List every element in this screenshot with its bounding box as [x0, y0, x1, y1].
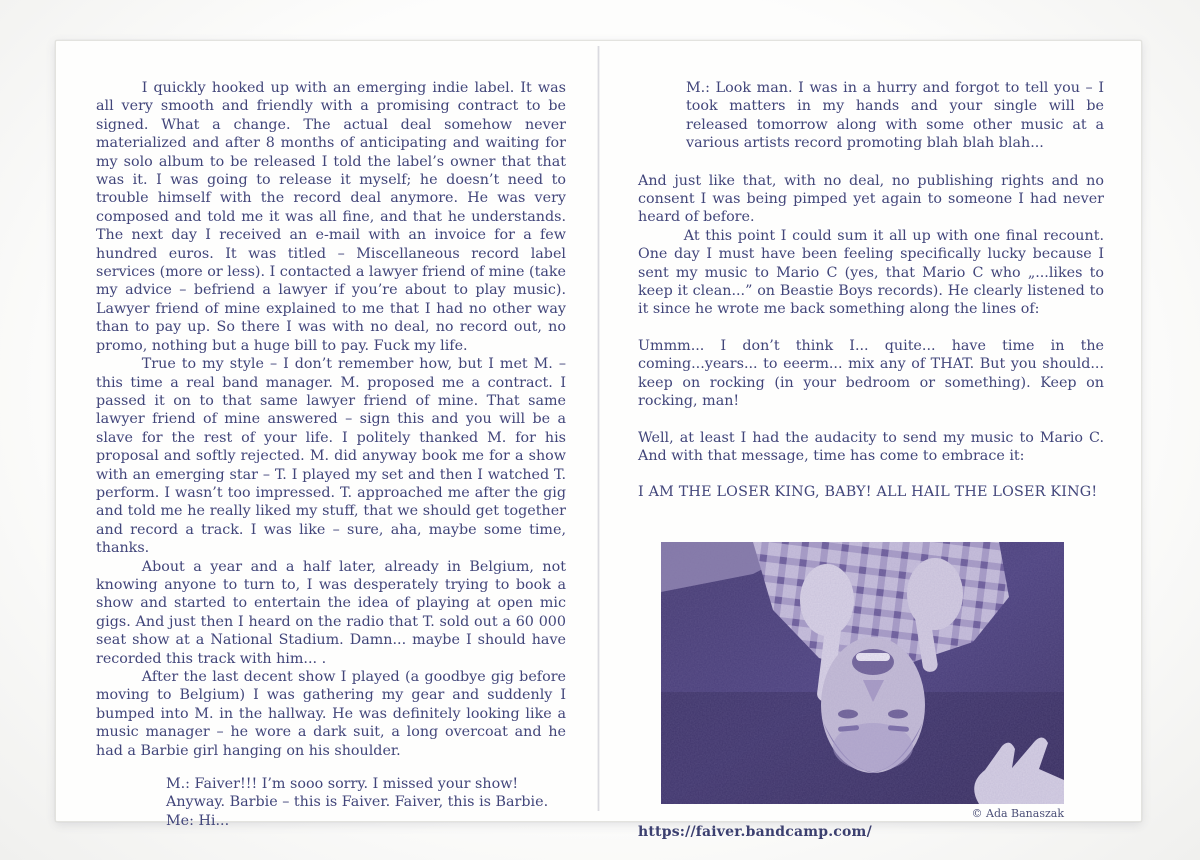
paragraph: True to my style – I don’t remember how, but I met M. – this time a real band manager. M. proposed me a contract. I passed it on to that same lawyer friend of mine. That same lawyer friend of mine answered – sign this and you will be a slave for the rest of your life. I politely thanked M. for his proposal and softly rejected. M. did anyway book me for a show with an emerging star – T. I played my set and then I watched T. perform. I wasn’t too impressed. T. approached me after the gig and told me he really liked my stuff, that we should get together and record a track. I was like – sure, aha, maybe some time, thanks. — [96, 356, 566, 557]
dialog-block — [166, 775, 566, 830]
paragraph: At this point I could sum it all up with one final recount. One day I must have been feeling specifically lucky because I sent my music to Mario C (yes, that Mario C who „...likes to keep it clean...” on Beastie Boys records). He clearly listened to it since he wrote me back something along the lines of: — [638, 227, 1104, 318]
center-fold-line — [597, 46, 600, 811]
paragraph: And just like that, with no deal, no publishing rights and no consent I was being pimped yet again to someone I had never heard of before. — [638, 172, 1104, 226]
paragraph: About a year and a half later, already in Belgium, not knowing anyone to turn to, I was desperately trying to book a show and started to entertain the idea of playing at open mic gigs. And just then I heard on the radio that T. sold out a 60 000 seat show at a National Stadium. Damn... maybe I should have recorded this track with him... . — [96, 558, 566, 667]
dialog-line-me: Me: Hi... — [166, 812, 230, 829]
left-page — [96, 79, 566, 830]
right-page — [638, 79, 1104, 841]
photo-illustration — [661, 542, 1064, 804]
paragraph: Ummm... I don’t think I... quite... have time in the coming...years... to eeerm... mix any of THAT. But you should... keep on rocking (in your bedroom or something). Keep on rocking, man! — [638, 337, 1104, 410]
paragraph: Well, at least I had the audacity to send my music to Mario C. And with that message, time has come to embrace it: — [638, 429, 1104, 464]
dialog-block: M.: Look man. I was in a hurry and forgot to tell you – I took matters in my hands and your single will be released tomorrow along with some other music at a various artists record promoting blah blah blah... — [686, 80, 1104, 152]
photo-credit: © Ada Banaszak — [971, 806, 1064, 820]
loser-king-shout-line: I AM THE LOSER KING, BABY! ALL HAIL THE LOSER KING! — [638, 484, 1098, 501]
zine-page-spread — [55, 40, 1142, 840]
paragraph: After the last decent show I played (a goodbye gig before moving to Belgium) I was gathering my gear and suddenly I bumped into M. in the hallway. He was definitely looking like a music manager – he wore a dark suit, a long overcoat and he had a Barbie girl hanging on his shoulder. — [96, 669, 566, 759]
paragraph: I quickly hooked up with an emerging indie label. It was all very smooth and friendly with a promising contract to be signed. What a change. The actual deal somehow never materialized and after 8 months of anticipating and waiting for my solo album to be released I told the label’s owner that that was it. I was going to release it myself; he doesn’t need to trouble himself with the record deal anymore. He was very composed and told me it was all fine, and that he understands. The next day I received an e-mail with an invoice for a few hundred euros. It was titled – Miscellaneous record label services (more or less). I contacted a lawyer friend of mine (take my advice – befriend a lawyer if you’re about to play music). Lawyer friend of mine explained to me that I had no other way than to pay up. So there I was with no deal, no record out, no promo, nothing but a huge bill to pay. Fuck my life. — [96, 80, 566, 354]
upside-down-man-photo — [661, 542, 1064, 804]
bandcamp-url-text: https://faiver.bandcamp.com/ — [638, 823, 872, 840]
dialog-line-manager: M.: Faiver!!! I’m sooo sorry. I missed your show! Anyway. Barbie – this is Faiver. Faiver, this is Barbie. — [166, 776, 549, 811]
